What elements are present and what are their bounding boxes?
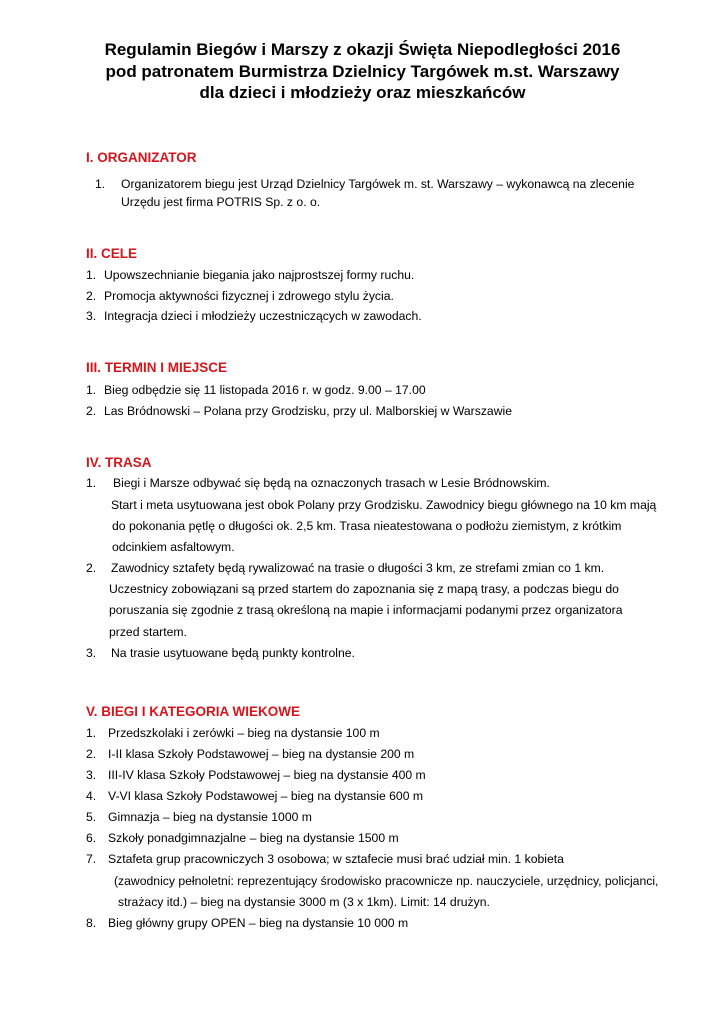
list-item-continuation: strażacy itd.) – bieg na dystansie 3000 m (3 x 1km). Limit: 14 drużyn. xyxy=(118,895,490,909)
list-item-continuation: (zawodnicy pełnoletni: reprezentujący środowisko pracownicze np. nauczyciele, urzędnicy, policjanci, xyxy=(114,874,659,888)
route-text-line: odcinkiem asfaltowym. xyxy=(112,540,235,554)
list-item: Bieg główny grupy OPEN – bieg na dystansie 10 000 m xyxy=(108,916,409,930)
document-title-line-3: dla dzieci i młodzieży oraz mieszkańców xyxy=(199,83,526,102)
list-number: 1. xyxy=(95,177,106,191)
route-text-line: Biegi i Marsze odbywać się będą na oznaczonych trasach w Lesie Bródnowskim. xyxy=(113,476,550,490)
route-text-line: do pokonania pętlę o długości ok. 2,5 km. Trasa nieatestowana o podłożu ziemistym, z krótkim xyxy=(112,519,622,533)
organizer-text-line-1: Organizatorem biegu jest Urząd Dzielnicy Targówek m. st. Warszawy – wykonawcą na zlecenie xyxy=(121,177,635,191)
list-item: III-IV klasa Szkoły Podstawowej – bieg na dystansie 400 m xyxy=(108,768,426,782)
list-item: Przedszkolaki i zerówki – bieg na dystansie 100 m xyxy=(108,726,380,740)
section-heading-organizator: I. ORGANIZATOR xyxy=(86,150,197,165)
document-title-line-2: pod patronatem Burmistrza Dzielnicy Targówek m.st. Warszawy xyxy=(105,62,620,81)
list-number: 1. xyxy=(86,268,97,282)
list-number: 6. xyxy=(86,831,97,845)
list-item: V-VI klasa Szkoły Podstawowej – bieg na dystansie 600 m xyxy=(108,789,424,803)
list-number: 8. xyxy=(86,916,97,930)
list-number: 2. xyxy=(86,747,97,761)
route-text-line: Start i meta usytuowana jest obok Polany przy Grodzisku. Zawodnicy biegu głównego na 10 km mają xyxy=(111,498,657,512)
section-heading-biegi: V. BIEGI I KATEGORIA WIEKOWE xyxy=(86,704,301,719)
route-text-line: Uczestnicy zobowiązani są przed startem do zapoznania się z mapą trasy, a podczas biegu do xyxy=(109,582,619,596)
list-number: 7. xyxy=(86,852,97,866)
list-number: 2. xyxy=(86,404,97,418)
list-item: Sztafeta grup pracowniczych 3 osobowa; w sztafecie musi brać udział min. 1 kobieta xyxy=(108,852,564,866)
route-text-line: poruszania się zgodnie z trasą określoną na mapie i informacjami podanymi przez organizatora xyxy=(109,603,623,617)
list-number: 2. xyxy=(86,289,97,303)
route-text-line: Na trasie usytuowane będą punkty kontrolne. xyxy=(111,646,355,660)
list-number: 3. xyxy=(86,768,97,782)
document-title-line-1: Regulamin Biegów i Marszy z okazji Święta Niepodległości 2016 xyxy=(104,40,621,59)
list-item: Upowszechnianie biegania jako najprostszej formy ruchu. xyxy=(104,268,415,282)
list-number: 1. xyxy=(86,726,97,740)
list-item: Las Bródnowski – Polana przy Grodzisku, przy ul. Malborskiej w Warszawie xyxy=(104,404,512,418)
organizer-text-line-2: Urzędu jest firma POTRIS Sp. z o. o. xyxy=(121,195,321,209)
list-item: Integracja dzieci i młodzieży uczestniczących w zawodach. xyxy=(104,309,422,323)
list-item: Gimnazja – bieg na dystansie 1000 m xyxy=(108,810,312,824)
list-number: 5. xyxy=(86,810,97,824)
list-item: Promocja aktywności fizycznej i zdrowego stylu życia. xyxy=(104,289,394,303)
list-number: 4. xyxy=(86,789,97,803)
route-text-line: Zawodnicy sztafety będą rywalizować na trasie o długości 3 km, ze strefami zmian co 1 km. xyxy=(111,561,605,575)
list-number: 2. xyxy=(86,561,97,575)
list-number: 1. xyxy=(86,476,97,490)
list-number: 1. xyxy=(86,383,97,397)
list-number: 3. xyxy=(86,309,97,323)
route-text-line: przed startem. xyxy=(109,625,187,639)
list-item: Szkoły ponadgimnazjalne – bieg na dystansie 1500 m xyxy=(108,831,399,845)
list-number: 3. xyxy=(86,646,97,660)
section-heading-cele: II. CELE xyxy=(86,246,138,261)
list-item: Bieg odbędzie się 11 listopada 2016 r. w godz. 9.00 – 17.00 xyxy=(104,383,426,397)
section-heading-trasa: IV. TRASA xyxy=(86,455,152,470)
list-item: I-II klasa Szkoły Podstawowej – bieg na dystansie 200 m xyxy=(108,747,415,761)
section-heading-termin: III. TERMIN I MIEJSCE xyxy=(86,360,228,375)
